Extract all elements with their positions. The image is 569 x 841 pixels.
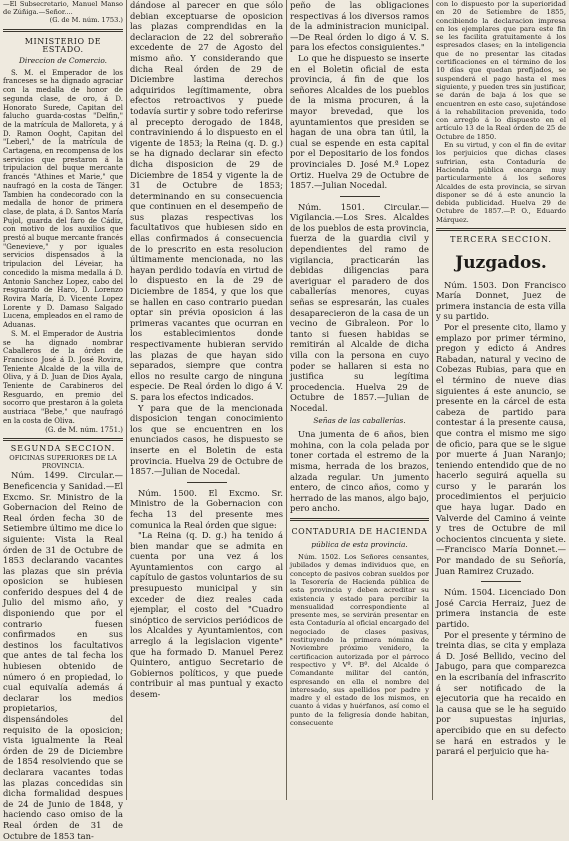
circular-text: Núm. 1501. Circular.—Vigilancia.—Los Sres. Alcaldes de los pueblos de esta provincia, fuerza de la guardia civil y dependientes del ramo de vigilancia, practicarán las debidas diligencias para averiguar el paradero de dos caballerías menores, cuyas señas se espresarán, las cuales desaparecieron de la casa de un vecino de Gibraleon. Por lo tanto si fuesen habidas se remitirán al Alcalde de dicha villa con la persona en cuyo poder se hallaren si esta no justifica su legítima procedencia. Huelva 29 de Octubre de 1857.—Julian de Nocedal. [290,201,429,413]
notice-text: Núm. 1502. Los Señores censantes, jubilados y demas individuos que, en concepto de pasivos cobran sueldos por la Tesorería de Hacienda pública de esta provincia y deben acreditar su existencia y estado para percibir la mensualidad correspondiente al presente mes, se servirán presentar en esta Contaduría al oficial encargado del negociado de clases pasivas, restituyendo la primera nómina de Noviembre próximo venidero, la certificacion autorizada por el párroco respectivo y Vº. Bº. del Alcalde ó Comandante militar del cantón, espresando en ella el nombre del interesado, sus apellidos por padre y madre y el estado de los mismos, en cuanto á vidas y huérfanos, así como el punto de la feligresía donde habitan, consecuente [290,553,429,728]
divider [187,482,227,483]
divider [340,196,380,197]
notice-text: En su virtud, y con el fin de evitar los perjuicios que dichas clases sufririan, esta Contaduría de Hacienda pública encarga muy particularmente á los señores Alcaldes de esta provincia, se sirvan disponer se dé á este anuncio la debida publicidad. Huelva 29 de Octubre de 1857.—P. O., Eduardo Márquez. [436,141,566,224]
article-text: S. M. el Emperador de Austria se ha dignado nombrar Caballeros de la órden de Francisco José á D. José Rovira, Teniente Alcalde de la villa de Oliva, y á D. Juan de Dios Ayala, Teniente de Carabineros del Resguardo, en premio del socorro que prestaron á la goleta austriaca "Bebe," que naufragó en la costa de Oliva. [3,329,123,425]
section-subheading: OFICINAS SUPERIORES DE LA PROVINCIA. [9,453,117,471]
contaduria-heading: CONTADURIA DE HACIENDA [291,526,428,536]
subsecretario-line: —El Subsecretario, Manuel Manso de Zúñiga.—Señor.... [3,0,123,17]
edict-text: Por el presente cito, llamo y emplazo por primer término, pregon y edicto á Andres Rabadan, natural y vecino de Cobezas Rubias, para que en el término de nueve dias siguientes á este anuncio, se presente en la cárcel de esta cabeza de partido para contestar á la presente causa, que contra el mismo me sigo de oficio, para que se le sigue por muerte á Juan Naranjo; teniendo entendido que de no hacerlo seguirá aquella su curso y le pararán los procedimientos el perjuicio que haya lugar. Dado en Valverde del Camino á veinte y tres de Octubre de mil ochocientos cincuenta y siete.—Francisco María Donnet.—Por mandado de su Señoría, Juan Ramirez Cruzado. [436,321,566,576]
column-3 [287,0,432,800]
column-1 [0,0,126,841]
divider [436,228,566,231]
juzgados-heading: Juzgados. [455,252,547,273]
section-heading: TERCERA SECCION. [450,235,552,245]
edict-heading: Núm. 1503. Don Francisco María Donnet, Juez de primera instancia de esta villa y su partido. [436,279,566,322]
gazette-ref: (G. de M. núm. 1753.) [49,16,123,25]
circular-text: Núm. 1499. Circular.—Beneficencia y Sanidad.—El Excmo. Sr. Ministro de la Gobernacion del Reino de Real órden fecha 30 de Setiembre último me dice lo siguiente: Vista la Real órden de 31 de Octubre de 1853 declarando vacantes las plazas que sin prévia oposicion se hubiesen conferido despues del 4 de Julio del mismo año, y disponiendo que por el contrario fuesen confirmados en sus destinos los facultativos que antes de tal fecha los hubiesen obtenido de número ó en propiedad, lo cual equivalía además á declarar los medios propietarios, dispensándoles del requisito de la oposicion; vista igualmente la Real órden de 29 de Diciembre de 1854 resolviendo que se declarara vacantes todas las plazas concedidas sin dicha formalidad despues de 24 de Junio de 1848, y haciendo caso omiso de la Real órden de 31 de Octubre de 1853 tan- [3,470,124,841]
section-heading: SEGUNDA SECCION. [10,444,116,454]
edict-text: Por el presente y término de treinta dias, se cita y emplaza á D. José Bellido, vecino del Jabugo, para que comparezca en la escribanía del infrascrito á ser notificado de la ejecutoria que ha recaido en la causa que se le ha seguido por supuestas injurias, apercibido que en su defecto se hará en estrados y le parará el perjuicio que ha- [436,629,566,757]
divider [481,581,521,582]
column-2 [127,0,286,800]
edict-heading: Núm. 1504. Licenciado Don José Carcia Herraiz, Juez de primera instancia de este partido. [436,587,566,630]
article-text: peño de las obligaciones respectivas á los diversos ramos de la administracion municipal.—De Real órden lo digo á V. S. para los efectos consiguientes." [290,0,429,53]
article-text: S. M. el Emperador de los franceses se ha dignado agraciar con la medalla de honor de segunda clase, de oro, á D. Honorato Surede, Capitan del falucho guarda-costas "Delfin," de la matrícula de Malloreta, y á D. Ramon Ooght, Capitan del "Leberl," de la matrícula de Cartagena, en recompensa de los servicios que prestaron á la tripulacion del buque mercante francés "Athines et Marie," que naufragó en la costa de Tánger. Tambien ha condecorado con la medalla de honor de primera clase, de plata, á D. Santos María Pujol, guarda del faro de Cádiz, con motivo de los auxilios que prestó al buque mercante francés "Genevieve," y por iguales servicios dispensados á la tripulacion del Léveiar, ha concedido la misma medalla á D. Antonio Sanchez Lopez, cabo del resguardo de Haro, D. Lorenzo Rovira María, D. Vicente Lopez Lorente y D. Damaso Salgado Lucena, empleados en el ramo de Aduanas. [3,68,123,330]
gazette-ref: (G. de M. núm. 1751.) [45,425,123,434]
ministry-heading: MINISTERIO DE ESTADO. [24,36,102,55]
circular-text: Núm. 1500. El Excmo. Sr. Ministro de la Gobernacion con fecha 13 del presente mes comunica la Real órden que sigue: [130,487,283,530]
article-text: dándose al parecer en que sólo debian exceptuarse de oposicion las plazas comprendidas en la declaracion de 22 del sobreraño excedente de 27 de Agosto del mismo año. Y considerando que dicha Real órden de 29 de Diciembre lastima derechos adquiridos legítimamente, obra efectos retroactivos y puede todavía surtir y sobre todo referirse al precepto derogado de 1848, contraviniendo á lo dispuesto en el vigente de 1853; la Reina (q. D. g.) se ha dignado declarar sin efecto dicha disposicion de 29 de Diciembre de 1854 y vigente la de 31 de Octubre de 1853; determinando en su consecuencia que continuen en el desempeño de sus plazas respectivas los facultativos que hubiesen sido en ellas confirmados á consecuencia de lo prescrito en esta resolucion últimamente mencionada, no las hayan perdido todavía en virtud de lo dispuesto en la de 29 de Diciembre de 1854, y que los que se hallen en caso contrario puedan optar sin prévia oposicion á las primeras vacantes que ocurran en los establecimientos donde respectivamente hubieran servido las plazas de que hayan sido separados, siempre que contra ellos no resulte cargo de ninguna especie. De Real órden lo digo á V. S. para los efectos indicados. [130,0,283,402]
senas-text: Una jumenta de 6 años, bien mohina, con la cola pelada por toner cortada el estremo de la misma, herrada de los brazos, alzada regular. Un jumento entero, de cinco años, como y herrado de las manos, algo bajo, pero ancho. [290,429,429,514]
article-text: Y para que de la mencionada disposicion tengan conocimiento los que se encuentren en los enunciados casos, he dispuesto se inserte en el Boletin de esta provincia. Huelva 29 de Octubre de 1857.—Julian de Nocedal. [130,402,283,477]
notice-text: con lo dispuesto por la superioridad en 20 de Setiembre de 1855, concibiendo la declaracion impresa en los ejemplares que para este fin se les facilita gratuitamente á los espresados clases; en la inteligencia que de no presentar las citadas certificaciones en el término de los 10 días que quedan prefijados, se suspenderá el pago hasta el mes siguiente, y pueden tres sin justificar, se darán de baja á los que se encuentren en este caso, sujetándose á la rehabilitacion prevenida, todo con arreglo á lo dispuesto en el artículo 13 de la Real órden de 25 de Octubre de 1850. [436,0,566,141]
divider [290,518,429,521]
senas-heading: Señas de las caballerías. [313,415,406,425]
ministry-subheading: Direccion de Comercio. [18,56,108,66]
divider [3,438,123,441]
article-text: Lo que he dispuesto se inserte en el Boletin oficial de esta provincia, á fin de que los señores Alcaldes de los pueblos de la misma procuren, á la mayor brevedad, que los ayuntamientos que presiden se hagan de una obra tan útil, la cual se espende en esta capital por el Depositario de los fondos provinciales D. José M.ª Lopez Ortiz. Huelva 29 de Octubre de 1857.—Julian Nocedal. [290,52,429,191]
quote-text: "La Reina (q. D. g.) ha tenido á bien mandar que se admita en cuenta por una vez á los Ayuntamientos con cargo al capítulo de gastos voluntarios de su presupuesto municipal y sin exceder de diez reales cada ejemplar, el costo del "Cuadro sinóptico de servicios periódicos de los Alcaldes y Ayuntamientos, con arreglo á la legislacion vigente" que ha formado D. Manuel Perez Quintero, antiguo Secretario de Gobiernos políticos, y que puede contribuir al mas puntual y exacto desem- [130,530,283,699]
divider [3,29,123,32]
column-4 [433,0,569,800]
contaduria-subheading: pública de esta provincia. [311,539,408,549]
